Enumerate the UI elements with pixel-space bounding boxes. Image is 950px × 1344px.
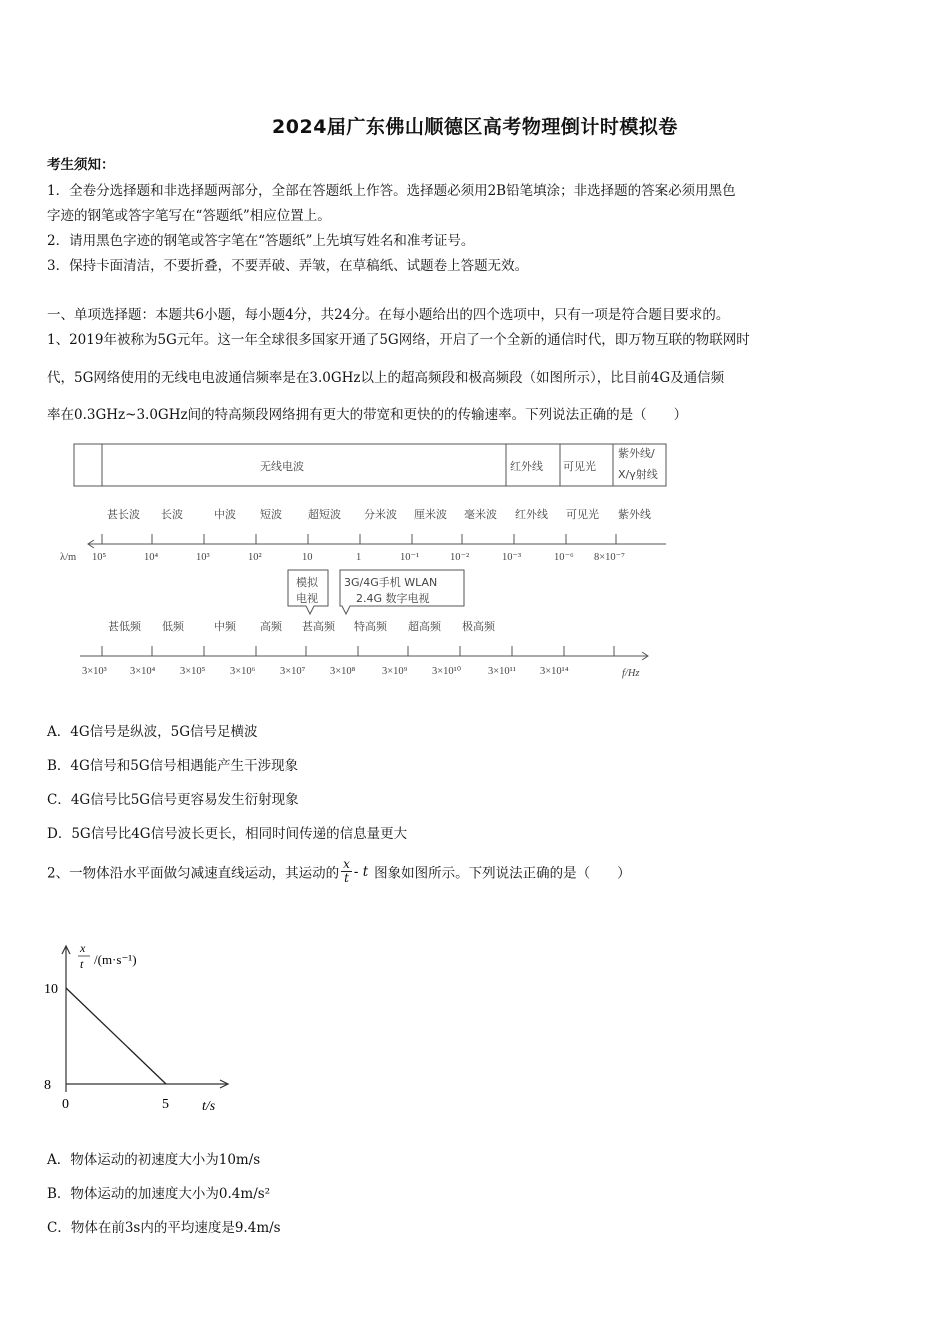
- wave-name: 分米波: [364, 508, 397, 521]
- frac-tail: - t: [353, 863, 369, 880]
- data-line: [66, 988, 166, 1084]
- notice-item: 2．请用黑色字迹的钢笔或答字笔在“答题纸”上先填写姓名和准考证号。: [47, 233, 475, 249]
- y-tick-label: 10: [44, 982, 58, 997]
- wave-name: 中波: [214, 508, 236, 521]
- fraction-x-over-t: [341, 858, 352, 885]
- freq-name: 中频: [214, 620, 236, 633]
- freq-name: 超高频: [408, 620, 441, 633]
- y-label-den: t: [80, 957, 84, 971]
- lambda-tick: 10⁻³: [502, 552, 522, 563]
- section-heading: 一、单项选择题：本题共6小题，每小题4分，共24分。在每小题给出的四个选项中，只有一项是符合题目要求的。: [47, 307, 730, 323]
- callout-text: 模拟: [296, 576, 318, 589]
- callout-text: 电视: [296, 592, 318, 605]
- em-spectrum-figure: [60, 438, 700, 688]
- freq-name: 高频: [260, 620, 282, 633]
- lambda-tick: 8×10⁻⁷: [594, 552, 625, 563]
- wave-name: 可见光: [566, 508, 599, 521]
- band-xray: X/γ射线: [618, 468, 658, 481]
- callout-text: 3G/4G手机 WLAN: [344, 576, 438, 589]
- wave-name: 超短波: [308, 508, 341, 521]
- graph-marks: [44, 982, 169, 1112]
- lambda-tick: 10⁻⁶: [554, 552, 574, 563]
- wave-name: 长波: [161, 508, 183, 521]
- freq-name: 极高频: [462, 620, 495, 633]
- freq-tick: 3×10⁴: [130, 666, 156, 677]
- freq-tick: 3×10⁸: [330, 666, 356, 677]
- freq-tick: 3×10¹⁴: [540, 666, 569, 677]
- notice-item: 3．保持卡面清洁，不要折叠，不要弄破、弄皱，在草稿纸、试题卷上答题无效。: [47, 258, 529, 274]
- x-tick-label: 0: [62, 1097, 69, 1112]
- question-2-text: [47, 858, 631, 885]
- wave-name: 短波: [260, 508, 282, 521]
- x-axis-label: t/s: [202, 1099, 216, 1114]
- question-text: 率在0.3GHz~3.0GHz间的特高频段网络拥有更大的带宽和更快的的传输速率。下列说法正确的是（ ）: [47, 407, 688, 423]
- x-tick-label: 5: [162, 1097, 169, 1112]
- y-unit: /(m·s⁻¹): [94, 952, 137, 967]
- lambda-tick: 1: [356, 552, 362, 563]
- option-b: B．4G信号和5G信号相遇能产生干涉现象: [47, 758, 299, 774]
- wave-name: 紫外线: [618, 508, 651, 521]
- y-label-num: x: [80, 941, 86, 955]
- freq-tick: 3×10⁹: [382, 666, 408, 677]
- notice-item: 1．全卷分选择题和非选择题两部分，全部在答题纸上作答。选择题必须用2B铅笔填涂；非选择题的答案必须用黑色: [47, 183, 736, 199]
- lambda-tick: 10⁵: [92, 552, 107, 563]
- lambda-tick: 10⁻¹: [400, 552, 420, 563]
- lambda-ticks: [92, 552, 625, 563]
- band-ir: 红外线: [510, 460, 543, 473]
- option-a: A．物体运动的初速度大小为10m/s: [47, 1152, 261, 1168]
- y-tick-label: 8: [44, 1078, 51, 1093]
- lambda-tick: 10⁴: [144, 552, 159, 563]
- wave-name: 甚长波: [107, 508, 140, 521]
- band-uv: 紫外线/: [618, 447, 655, 460]
- freq-tick: 3×10³: [82, 666, 107, 677]
- f-label: f/Hz: [622, 668, 640, 679]
- option-c: C．4G信号比5G信号更容易发生衍射现象: [47, 792, 299, 808]
- page-title: 2024届广东佛山顺德区高考物理倒计时模拟卷: [272, 116, 678, 138]
- freq-tick: 3×10¹¹: [488, 666, 516, 677]
- lambda-label: λ/m: [60, 552, 77, 563]
- question-text: 代，5G网络使用的无线电电波通信频率是在3.0GHz以上的超高频段和极高频段（如图所示），比目前4G及通信频: [47, 370, 725, 386]
- freq-tick: 3×10⁵: [180, 666, 206, 677]
- freq-ticks: [82, 665, 569, 677]
- freq-names: [108, 619, 496, 633]
- option-a: A．4G信号是纵波，5G信号足横波: [47, 724, 258, 740]
- lambda-tick: 10³: [196, 552, 210, 563]
- option-b: B．物体运动的加速度大小为0.4m/s²: [47, 1186, 271, 1202]
- wave-name: 红外线: [515, 508, 548, 521]
- option-c: C．物体在前3s内的平均速度是9.4m/s: [47, 1220, 281, 1236]
- band-visible: 可见光: [563, 460, 596, 473]
- wave-names: [107, 507, 651, 521]
- freq-name: 甚高频: [302, 620, 335, 633]
- q2-before: 2、一物体沿水平面做匀减速直线运动，其运动的: [47, 865, 340, 882]
- xt-t-graph: [36, 936, 246, 1122]
- lambda-tick: 10⁻²: [450, 552, 470, 563]
- freq-tick: 3×10⁶: [230, 666, 256, 677]
- notice-heading: 考生须知：: [47, 157, 115, 173]
- lambda-tick: 10²: [248, 552, 262, 563]
- wave-name: 毫米波: [464, 508, 497, 521]
- lambda-tick: 10: [302, 552, 313, 563]
- freq-tick: 3×10¹⁰: [432, 666, 462, 677]
- frac-num: x: [343, 857, 350, 871]
- freq-name: 特高频: [354, 620, 387, 633]
- wave-name: 厘米波: [414, 508, 447, 521]
- question-text: 1、2019年被称为5G元年。这一年全球很多国家开通了5G网络，开启了一个全新的通信时代，即万物互联的物联网时: [47, 332, 750, 348]
- notice-item: 字迹的钢笔或答字笔写在“答题纸”相应位置上。: [47, 208, 331, 224]
- option-d: D．5G信号比4G信号波长更长，相同时间传递的信息量更大: [47, 826, 408, 842]
- freq-name: 甚低频: [108, 620, 141, 633]
- freq-name: 低频: [162, 620, 184, 633]
- callout-text: 2.4G 数字电视: [356, 592, 430, 605]
- freq-tick: 3×10⁷: [280, 666, 306, 677]
- q2-after: 图象如图所示。下列说法正确的是（ ）: [374, 865, 631, 882]
- band-radio: 无线电波: [260, 460, 304, 473]
- frac-den: t: [344, 871, 349, 885]
